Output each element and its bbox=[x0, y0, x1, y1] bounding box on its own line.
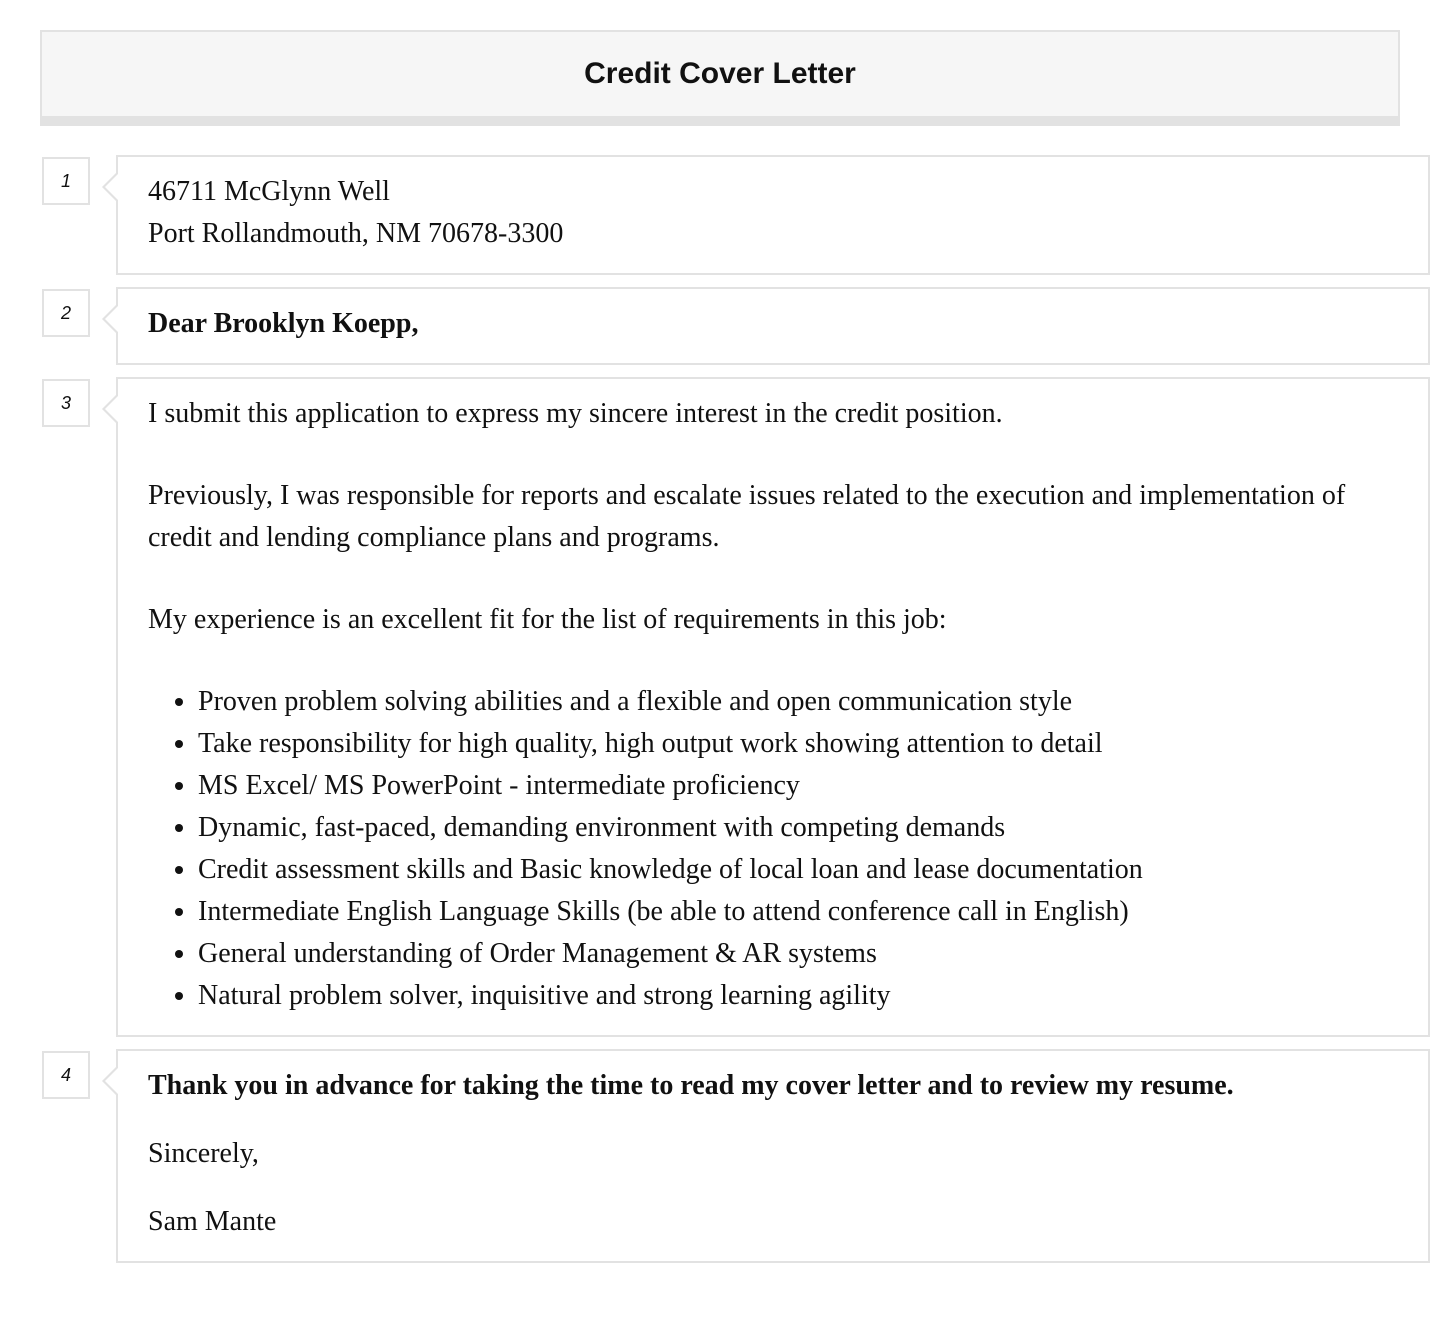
address-line-1: 46711 McGlynn Well bbox=[148, 176, 390, 207]
list-item: • General understanding of Order Management & AR systems bbox=[198, 933, 1398, 975]
requirements-list bbox=[148, 681, 1398, 1017]
address-line-2: Port Rollandmouth, NM 70678-3300 bbox=[148, 218, 564, 249]
intro-paragraph: I submit this application to express my sincere interest in the credit position. bbox=[148, 398, 1003, 429]
section-number-3: 3 bbox=[42, 379, 90, 427]
sign-off: Sincerely, bbox=[148, 1138, 259, 1169]
list-item: • Take responsibility for high quality, high output work showing attention to detail bbox=[198, 723, 1398, 765]
experience-paragraph: Previously, I was responsible for reports and escalate issues related to the execution and implementation of credit and lending compliance plans and programs. bbox=[148, 480, 1346, 553]
salutation: Dear Brooklyn Koepp, bbox=[148, 308, 419, 339]
list-item: • Intermediate English Language Skills (be able to attend conference call in English) bbox=[198, 891, 1398, 933]
address-block bbox=[116, 155, 1430, 275]
salutation-block bbox=[116, 287, 1430, 365]
fit-statement: My experience is an excellent fit for the list of requirements in this job: bbox=[148, 604, 947, 635]
list-item: • Natural problem solver, inquisitive and strong learning agility bbox=[198, 975, 1398, 1017]
page-header bbox=[40, 30, 1400, 126]
signature-name: Sam Mante bbox=[148, 1206, 277, 1237]
page-title: Credit Cover Letter bbox=[584, 57, 856, 90]
list-item: • Dynamic, fast-paced, demanding environment with competing demands bbox=[198, 807, 1398, 849]
closing-statement: Thank you in advance for taking the time to read my cover letter and to review my resume. bbox=[148, 1070, 1234, 1101]
body-block bbox=[116, 377, 1430, 1037]
section-number-4: 4 bbox=[42, 1051, 90, 1099]
closing-block bbox=[116, 1049, 1430, 1263]
list-item: • Credit assessment skills and Basic knowledge of local loan and lease documentation bbox=[198, 849, 1398, 891]
section-number-1: 1 bbox=[42, 157, 90, 205]
list-item: • Proven problem solving abilities and a flexible and open communication style bbox=[198, 681, 1398, 723]
list-item: • MS Excel/ MS PowerPoint - intermediate proficiency bbox=[198, 765, 1398, 807]
section-number-2: 2 bbox=[42, 289, 90, 337]
